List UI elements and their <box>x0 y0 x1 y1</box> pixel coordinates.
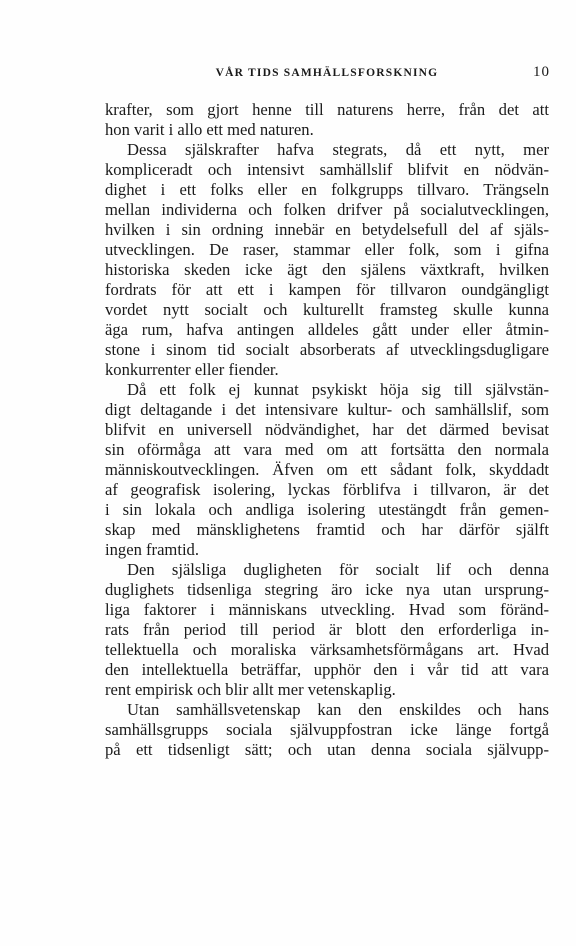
text-line: duglighets tidsenliga stegring äro icke nya utan ursprung- <box>105 580 549 599</box>
text-line: kompliceradt och intensivt samhällslif blifvit en nödvän- <box>105 160 549 179</box>
text-line: i sin lokala och andliga isolering utestängdt från gemen- <box>105 500 549 519</box>
running-header <box>104 64 550 84</box>
text-line: dighet i ett folks eller en folkgrupps tillvaro. Trängseln <box>105 180 549 199</box>
text-line: Dessa själskrafter hafva stegrats, då ett nytt, mer <box>127 140 549 159</box>
text-line: utvecklingen. De raser, stammar eller folk, som i gifna <box>105 240 549 259</box>
text-line: liga faktorer i människans utveckling. Hvad som föränd- <box>105 600 549 619</box>
text-line: hon varit i allo ett med naturen. <box>105 120 314 139</box>
text-line: vordet nytt socialt och kulturellt framsteg skulle kunna <box>105 300 549 319</box>
text-line: stone i sinom tid socialt absorberats af utvecklingsdugligare <box>105 340 549 359</box>
text-line: fordrats för att ett i kampen för tillvaron oundgängligt <box>105 280 549 299</box>
text-line: människoutvecklingen. Äfven om ett sådant folk, skyddadt <box>105 460 549 479</box>
text-line: Utan samhällsvetenskap kan den enskildes och hans <box>127 700 549 719</box>
text-line: sin oförmåga att vara med om att fortsätta den normala <box>105 440 549 459</box>
text-line: på ett tidsenligt sätt; och utan denna sociala självupp- <box>105 740 549 759</box>
running-title: VÅR TIDS SAMHÄLLSFORSKNING <box>215 67 439 79</box>
text-line: blifvit en universell nödvändighet, har det därmed bevisat <box>105 420 549 439</box>
page-number: 10 <box>533 64 550 80</box>
text-line: ingen framtid. <box>105 540 200 559</box>
text-line: hvilken i sin ordning innebär en betydelsefull del af själs- <box>105 220 549 239</box>
text-line: af geografisk isolering, lyckas förblifva i tillvaron, är det <box>105 480 549 499</box>
text-line: den intellektuella beträffar, upphör den i vår tid att vara <box>105 660 549 679</box>
text-line: mellan individerna och folken drifver på socialutvecklingen, <box>105 200 549 219</box>
text-line: konkurrenter eller fiender. <box>105 360 279 379</box>
text-line: Då ett folk ej kunnat psykiskt höja sig till självstän- <box>127 380 549 399</box>
text-line: historiska skeden icke ägt den själens växtkraft, hvilken <box>105 260 549 279</box>
body-text <box>105 100 549 760</box>
text-line: samhällsgrupps sociala självuppfostran icke länge fortgå <box>105 720 549 739</box>
text-line: skap med mänsklighetens framtid och har därför själft <box>105 520 549 539</box>
text-line: krafter, som gjort henne till naturens herre, från det att <box>105 100 549 119</box>
text-line: äga rum, hafva antingen alldeles gått under eller åtmin- <box>105 320 549 339</box>
text-line: rent empirisk och blir allt mer vetenskaplig. <box>105 680 396 699</box>
text-line: Den själsliga dugligheten för socialt lif och denna <box>127 560 549 579</box>
text-line: tellektuella och moraliska värksamhetsförmågans art. Hvad <box>105 640 549 659</box>
text-line: digt deltagande i det intensivare kultur- och samhällslif, som <box>105 400 549 419</box>
text-line: rats från period till period är blott den erforderliga in- <box>105 620 549 639</box>
